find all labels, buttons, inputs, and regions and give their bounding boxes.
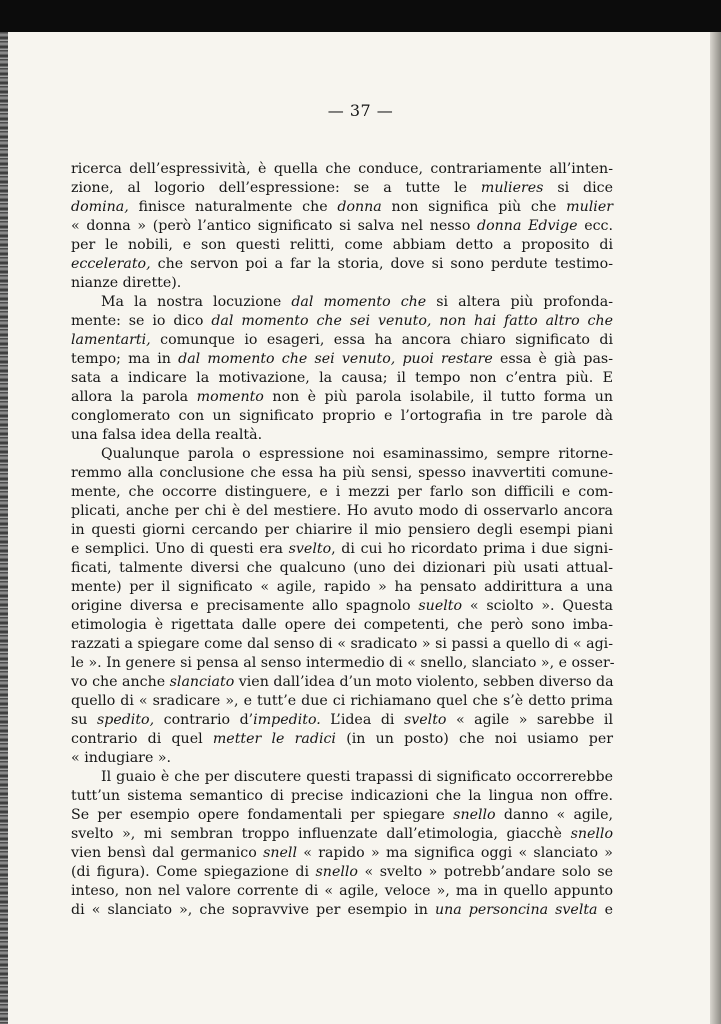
text-line: quello di « sradicare », e tutt’e due ci richiamano quel che s’è detto prima <box>71 693 613 709</box>
text-line: Il guaio è che per discutere questi trapassi di significato occorrerebbe <box>101 769 613 785</box>
text-line: inteso, non nel valore corrente di « agile, veloce », ma in quello appunto <box>71 883 613 899</box>
paragraph <box>71 160 613 293</box>
text-line: nianze dirette). <box>71 275 182 291</box>
text-line: mente, che occorre distinguere, e i mezzi per farlo son difficili e com- <box>71 484 613 500</box>
text-line: mente: se io dico dal momento che sei venuto, non hai fatto altro che <box>71 313 613 329</box>
text-line: etimologia è rigettata dalle opere dei competenti, che però sono imba- <box>71 617 613 633</box>
text-line: ricerca dell’espressività, è quella che conduce, contrariamente all’inten- <box>71 161 613 177</box>
text-line: razzati a spiegare come dal senso di « sradicato » si passi a quello di « agi- <box>71 636 613 652</box>
text-line: contrario di quel metter le radici (in un posto) che noi usiamo per <box>71 731 613 747</box>
text-line: vien bensì dal germanico snell « rapido » ma significa oggi « slanciato » <box>71 845 613 861</box>
text-line: e semplici. Uno di questi era svelto, di cui ho ricordato prima i due signi- <box>71 541 614 557</box>
text-line: mente) per il significato « agile, rapido » ha pensato addirittura a una <box>71 579 613 595</box>
text-line: remmo alla conclusione che essa ha più sensi, spesso inavvertiti comune- <box>71 465 613 481</box>
text-line: le ». In genere si pensa al senso intermedio di « snello, slanciato », e osser- <box>71 655 615 671</box>
paragraph <box>71 445 613 768</box>
text-line: tutt’un sistema semantico di precise indicazioni che la lingua non offre. <box>71 788 613 804</box>
text-line: in questi giorni cercando per chiarire il mio pensiero degli esempi piani <box>71 522 613 538</box>
text-line: plicati, anche per chi è del mestiere. Ho avuto modo di osservarlo ancora <box>71 503 613 519</box>
text-line: una falsa idea della realtà. <box>71 427 263 443</box>
text-line: lamentarti, comunque io esageri, essa ha ancora chiaro significato di <box>71 332 613 348</box>
text-line: di « slanciato », che sopravvive per esempio in una personcina svelta e <box>71 902 613 918</box>
text-line: « indugiare ». <box>71 750 172 766</box>
text-line: vo che anche slanciato vien dall’idea d’un moto violento, sebben diverso da <box>71 674 614 690</box>
text-line: zione, al logorio dell’espressione: se a tutte le mulieres si dice <box>71 180 613 196</box>
text-line: origine diversa e precisamente allo spagnolo suelto « sciolto ». Questa <box>71 598 613 614</box>
body-text <box>71 160 613 920</box>
scan-right-edge <box>710 32 721 1024</box>
text-line: ficati, talmente diversi che qualcuno (uno dei dizionari più usati attual- <box>71 560 613 576</box>
text-line: Qualunque parola o espressione noi esaminassimo, sempre ritorne- <box>101 446 613 462</box>
paragraph <box>71 293 613 445</box>
text-line: tempo; ma in dal momento che sei venuto, puoi restare essa è già pas- <box>71 351 614 367</box>
text-line: sata a indicare la motivazione, la causa; il tempo non c’entra più. E <box>71 370 613 386</box>
text-line: « donna » (però l’antico significato si salva nel nesso donna Edvige ecc. <box>71 218 614 234</box>
text-line: domina, finisce naturalmente che donna non significa più che mulier <box>71 199 614 215</box>
scan-top-border <box>0 0 721 32</box>
text-line: svelto », mi sembran troppo influenzate dall’etimologia, giacchè snello <box>71 826 613 842</box>
text-line: eccelerato, che servon poi a far la storia, dove si sono perdute testimo- <box>71 256 613 272</box>
page-number: — 37 — <box>327 101 394 120</box>
text-line: Ma la nostra locuzione dal momento che si altera più profonda- <box>101 294 613 310</box>
text-line: su spedito, contrario d’impedito. L’idea di svelto « agile » sarebbe il <box>71 712 613 728</box>
text-line: Se per esempio opere fondamentali per spiegare snello danno « agile, <box>71 807 613 823</box>
paragraph <box>71 768 613 920</box>
text-line: (di figura). Come spiegazione di snello « svelto » potrebb’andare solo se <box>71 864 613 880</box>
text-line: allora la parola momento non è più parola isolabile, il tutto forma un <box>71 389 613 405</box>
scan-left-edge <box>0 32 8 1024</box>
text-line: conglomerato con un significato proprio e l’ortografia in tre parole dà <box>71 408 613 424</box>
text-line: per le nobili, e son questi relitti, come abbiam detto a proposito di <box>71 237 613 253</box>
